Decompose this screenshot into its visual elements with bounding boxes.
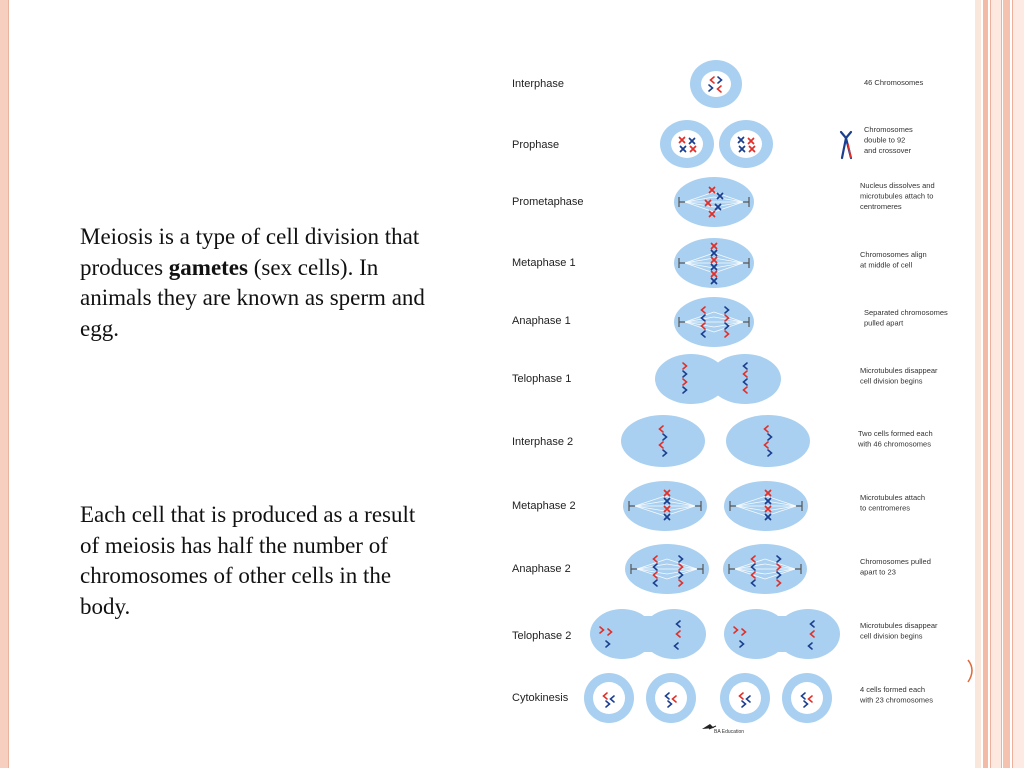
stage-label: Anaphase 1 [512,315,571,327]
stage-note-line: Nucleus dissolves and [860,181,935,190]
nucleus [671,130,703,158]
stage-note-line: 4 cells formed each [860,685,926,694]
stage-label: Anaphase 2 [512,563,571,575]
nucleus [701,71,731,97]
credit-text: BA Education [714,729,745,734]
stage-note-line: to centromeres [860,503,911,513]
stage-note-line: apart to 23 [860,567,896,577]
cell [621,415,705,467]
stage-note-line: 46 Chromosomes [864,78,924,87]
stage-label: Prometaphase [512,196,584,208]
stage-note-line: double to 92 [864,135,906,145]
stage-note-line: with 23 chromosomes [860,695,933,705]
stage-note-line: cell division begins [860,631,923,641]
stage-note-line: at middle of cell [860,260,913,270]
nucleus [593,682,625,714]
stage-label: Metaphase 2 [512,500,576,512]
stage-label: Metaphase 1 [512,257,576,269]
stage-label: Telophase 1 [512,373,572,385]
stage-note-line: Microtubules attach [860,493,926,502]
paragraph-1-text-end: (sex cells). In animals they are known as sperm and egg. [80,254,425,341]
stage-label: Prophase [512,139,560,151]
cell-bridge [690,364,746,394]
decorative-arc [968,660,972,682]
stage-note-line: Chromosomes [864,125,913,134]
stage-note-line: Chromosomes pulled [860,557,931,566]
nucleus [791,682,823,714]
gametes-term: gametes [168,254,248,280]
cell-bridge [622,616,674,652]
cell-bridge [756,616,808,652]
stage-note-line: Separated chromosomes [864,308,948,317]
paragraph-1-text: Meiosis is a type of cell division that produces [80,224,420,280]
stage-note-line: Chromosomes align [860,250,927,259]
stage-label: Cytokinesis [512,692,569,704]
stage-note-line: and crossover [864,146,912,155]
stage-note-line: pulled apart [864,318,904,328]
nucleus [729,682,761,714]
nucleus [655,682,687,714]
credit-logo [700,720,760,734]
stage-note-line: cell division begins [860,376,923,386]
stage-note-line: microtubules attach to [860,191,934,201]
stage-label: Interphase 2 [512,436,574,448]
paragraph-2-text: Each cell that is produced as a result of meiosis has half the number of chromosomes of other cells in the body. [80,502,416,619]
stage-note-line: with 46 chromosomes [858,439,931,449]
stage-note-line: Microtubules disappear [860,366,938,375]
stage-note-line: centromeres [860,202,902,211]
stage-label: Telophase 2 [512,630,572,642]
stage-note-line: Two cells formed each [858,429,933,438]
nucleus [730,130,762,158]
stage-label: Interphase [512,78,564,90]
stage-note-line: Microtubules disappear [860,621,938,630]
cell [726,415,810,467]
